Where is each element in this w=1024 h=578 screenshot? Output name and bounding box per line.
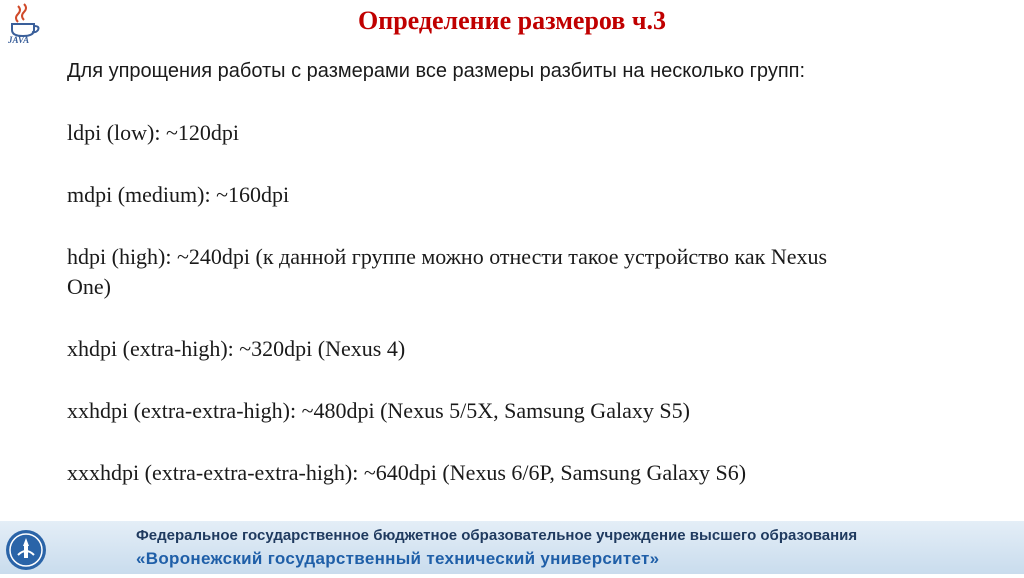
list-item-ldpi: ldpi (low): ~120dpi: [67, 120, 240, 145]
list-item-hdpi: hdpi (high): ~240dpi (к данной группе можно отнести такое устройство как Nexus: [67, 244, 828, 269]
intro-text: Для упрощения работы с размерами все размеры разбиты на несколько групп:: [67, 60, 806, 82]
list-item-mdpi: mdpi (medium): ~160dpi: [67, 182, 290, 207]
footer-university-name: «Воронежский государственный технический университет»: [136, 549, 660, 568]
page-title: Определение размеров ч.3: [358, 6, 666, 35]
list-item-xhdpi: xhdpi (extra-high): ~320dpi (Nexus 4): [67, 336, 406, 361]
university-emblem-icon: [4, 527, 48, 573]
list-item-xxxhdpi: xxxhdpi (extra-extra-extra-high): ~640dpi (Nexus 6/6P, Samsung Galaxy S6): [67, 460, 747, 485]
footer-banner: [0, 521, 1024, 574]
list-item-xxhdpi: xxhdpi (extra-extra-high): ~480dpi (Nexus 5/5X, Samsung Galaxy S5): [67, 398, 690, 423]
footer-institution-type: Федеральное государственное бюджетное образовательное учреждение высшего образования: [136, 527, 858, 544]
java-logo-text: JAVA: [8, 35, 30, 44]
list-item-hdpi-continued: One): [67, 274, 111, 299]
